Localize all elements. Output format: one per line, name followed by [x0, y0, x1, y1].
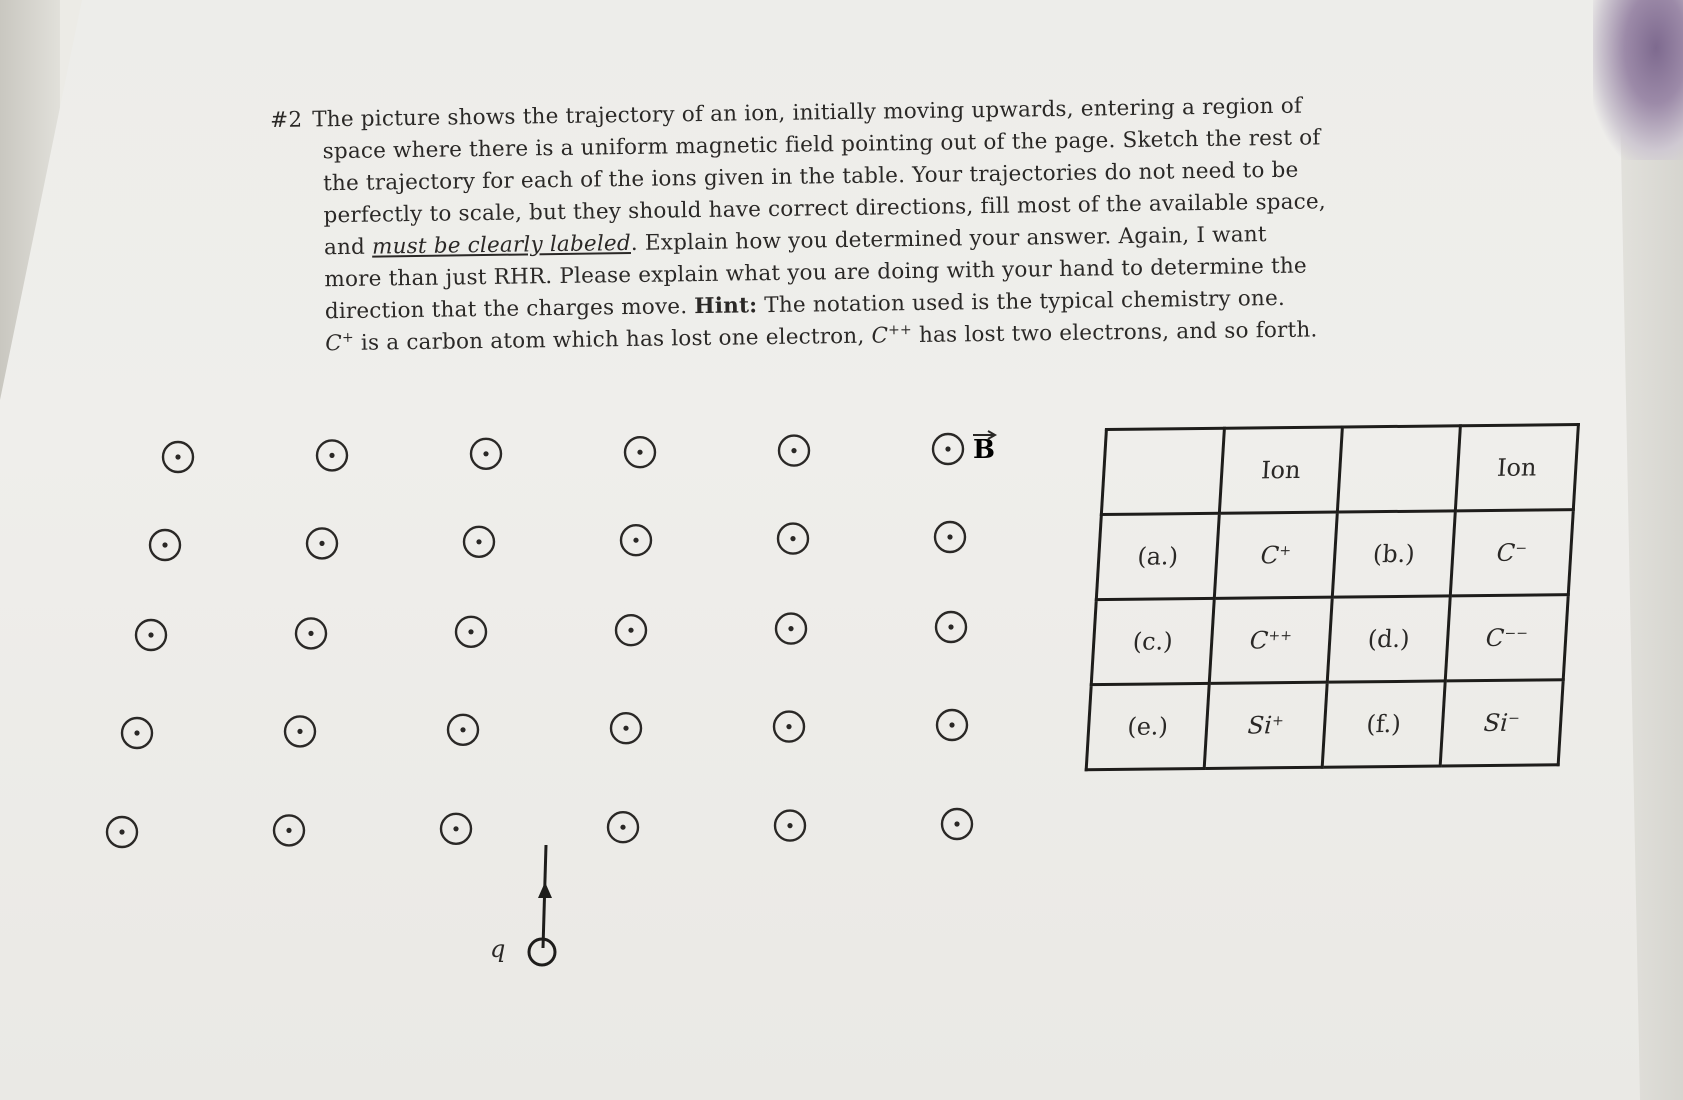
field-center-dot [788, 626, 793, 631]
ion-symbol: C [1485, 623, 1506, 653]
table-header-cell [1337, 426, 1460, 512]
charge-superscript: ++ [887, 322, 913, 339]
field-center-dot [945, 446, 950, 451]
problem-number: #2 [270, 107, 303, 133]
field-center-dot [148, 632, 153, 637]
field-center-dot [319, 541, 324, 546]
problem-line-2: space where there is a uniform magnetic field pointing out of the page. Sketch the rest of [322, 125, 1321, 165]
field-center-dot [297, 729, 302, 734]
ion-cell [1209, 597, 1332, 683]
problem-line-3: the trajectory for each of the ions given in the table. Your trajectories do not need to be [322, 157, 1299, 197]
table-header-cell: Ion [1455, 425, 1578, 511]
field-center-dot [628, 628, 633, 633]
field-center-dot [790, 536, 795, 541]
ion-symbol: C [871, 323, 889, 349]
velocity-arrowhead [538, 882, 552, 898]
field-center-dot [308, 631, 313, 636]
table-header-cell: Ion [1219, 427, 1342, 513]
ion-cell [1445, 595, 1568, 681]
field-center-dot [948, 624, 953, 629]
field-center-dot [483, 451, 488, 456]
charge-superscript: − [1507, 710, 1521, 727]
case-label: (d.) [1327, 596, 1450, 682]
b-field-symbol: B [973, 435, 995, 465]
ion-cell [1204, 682, 1327, 768]
ion-symbol: C [1259, 541, 1280, 570]
field-center-dot [623, 726, 628, 731]
problem-line-6: more than just RHR. Please explain what you are doing with your hand to determine the [324, 253, 1308, 293]
ion-table [1085, 423, 1580, 771]
ion-symbol: C [1495, 538, 1516, 567]
table-row [1096, 510, 1573, 600]
trajectory-arrow [529, 845, 555, 965]
ion-cell [1214, 512, 1337, 598]
charge-superscript: + [1271, 713, 1285, 730]
field-center-dot [453, 826, 458, 831]
table-row [1091, 595, 1568, 685]
ion-symbol: Si [1482, 708, 1509, 738]
b-vector-label [973, 431, 995, 465]
problem-text-1: The picture shows the trajectory of an ion, initially moving upwards, entering a region of [312, 93, 1303, 133]
problem-text-5: . Explain how you determined your answer. Again, I want [630, 222, 1267, 256]
case-label: (c.) [1091, 598, 1214, 684]
field-center-dot [134, 730, 139, 735]
problem-line-4: perfectly to scale, but they should have correct directions, fill most of the available space, [323, 189, 1327, 229]
field-center-dot [162, 542, 167, 547]
ion-cell [1450, 510, 1573, 596]
field-center-dot [460, 727, 465, 732]
hint-label: Hint: [694, 293, 758, 320]
field-center-dot [947, 534, 952, 539]
field-center-dot [175, 454, 180, 459]
charge-superscript: −− [1503, 625, 1529, 642]
problem-text-7a: direction that the charges move. [324, 294, 695, 325]
case-label: (f.) [1322, 681, 1445, 767]
ion-symbol: Si [1246, 711, 1273, 740]
field-center-dot [468, 629, 473, 634]
field-center-dot [791, 448, 796, 453]
problem-text-8a: is a carbon atom which has lost one electron, [353, 323, 872, 356]
ion-symbol: C [1249, 626, 1270, 655]
emphasis-must-be-labeled: must be clearly labeled [371, 230, 632, 260]
case-label: (a.) [1096, 513, 1219, 599]
field-center-dot [329, 453, 334, 458]
text-and: and [323, 234, 373, 261]
problem-text-8b: has lost two electrons, and so forth. [911, 317, 1318, 349]
field-center-dot [949, 722, 954, 727]
ion-cell [1440, 680, 1563, 766]
field-center-dot [476, 539, 481, 544]
field-center-dot [119, 829, 124, 834]
field-center-dot [286, 828, 291, 833]
charge-superscript: + [341, 329, 354, 347]
case-label: (e.) [1086, 683, 1209, 769]
charge-superscript: − [1514, 540, 1528, 557]
field-center-dot [620, 825, 625, 830]
ion-symbol: C [325, 331, 343, 357]
charge-superscript: + [1278, 543, 1292, 560]
field-center-dot [637, 450, 642, 455]
field-center-dot [786, 724, 791, 729]
field-center-dot [633, 538, 638, 543]
field-dots [107, 434, 972, 847]
case-label: (b.) [1332, 511, 1455, 597]
table-header-row [1101, 425, 1578, 515]
field-center-dot [954, 821, 959, 826]
charge-superscript: ++ [1267, 628, 1293, 645]
field-center-dot [787, 823, 792, 828]
problem-text-7b: The notation used is the typical chemistry one. [757, 285, 1286, 319]
charge-label: q [490, 935, 506, 963]
table-header-cell [1101, 428, 1224, 514]
table-row [1086, 680, 1563, 770]
